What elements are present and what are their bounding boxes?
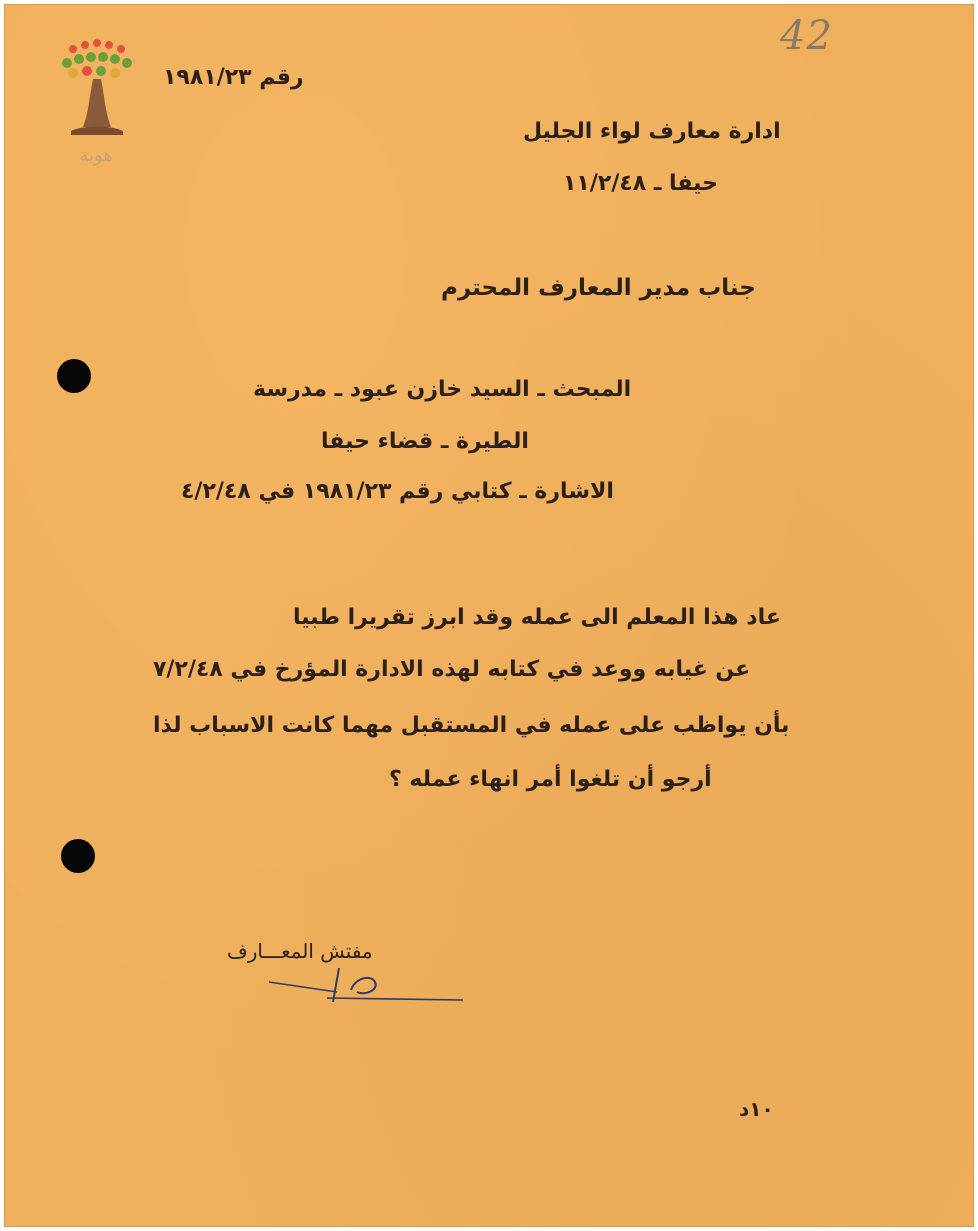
archive-logo-icon bbox=[53, 39, 139, 189]
handwritten-signature bbox=[267, 960, 467, 1010]
body-line-4: أرجو أن تلغوا أمر انهاء عمله ؟ bbox=[389, 767, 712, 792]
body-line-3: بأن يواظب على عمله في المستقبل مهما كانت الاسباب لذا bbox=[153, 713, 790, 738]
reference-number: رقم ١٩٨١/٢٣ bbox=[163, 65, 304, 90]
body-line-2: عن غيابه ووعد في كتابه لهذه الادارة المؤرخ في ٧/٢/٤٨ bbox=[153, 657, 751, 682]
body-line-1: عاد هذا المعلم الى عمله وقد ابرز تقريرا طبيا bbox=[293, 605, 781, 630]
punch-hole-top bbox=[57, 359, 91, 393]
subject-line-2: الطيرة ـ قضاء حيفا bbox=[321, 429, 529, 454]
footer-code: ١٠د bbox=[739, 1097, 774, 1121]
archive-logo-text: هوية bbox=[79, 145, 113, 166]
reference-line: الاشارة ـ كتابي رقم ١٩٨١/٢٣ في ٤/٢/٤٨ bbox=[181, 479, 614, 504]
issuer-name: ادارة معارف لواء الجليل bbox=[523, 119, 781, 144]
tree-icon bbox=[53, 39, 139, 149]
punch-hole-bottom bbox=[61, 839, 95, 873]
letter-page bbox=[4, 4, 974, 1227]
archive-page-number: 42 bbox=[780, 13, 833, 59]
signature-title: مفتش المعـــارف bbox=[227, 939, 373, 963]
place-date: حيفا ـ ١١/٢/٤٨ bbox=[563, 171, 718, 196]
addressee: جناب مدير المعارف المحترم bbox=[441, 275, 756, 301]
subject-line-1: المبحث ـ السيد خازن عبود ـ مدرسة bbox=[253, 377, 632, 402]
